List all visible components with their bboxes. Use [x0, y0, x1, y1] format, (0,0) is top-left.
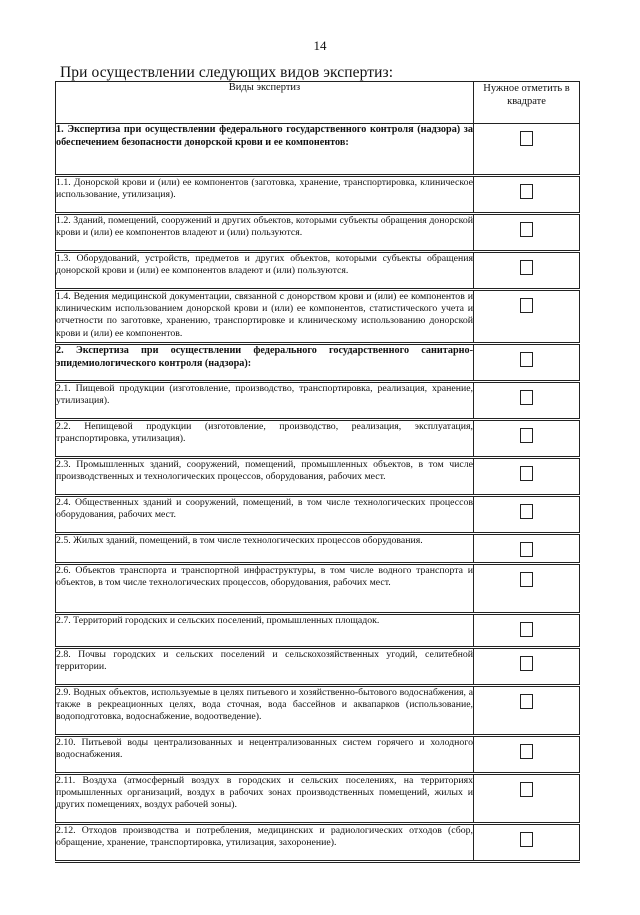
header-mark: Нужное отметить в квадрате [474, 82, 580, 124]
checkbox-cell [474, 648, 580, 686]
intro-heading: При осуществлении следующих видов экспертиз: [60, 64, 394, 81]
checkbox-cell [474, 458, 580, 496]
table-row [56, 534, 580, 564]
table-row [56, 564, 580, 614]
checkbox[interactable] [520, 622, 533, 637]
table-row [56, 214, 580, 252]
expertise-item-text: 2.1. Пищевой продукции (изготовление, производство, транспортировка, реализация, хранение, утилизация). [56, 382, 474, 420]
checkbox-cell [474, 774, 580, 824]
checkbox-cell [474, 686, 580, 736]
checkbox[interactable] [520, 184, 533, 199]
checkbox-cell [474, 614, 580, 648]
expertise-item-text: 2.9. Водных объектов, используемые в целях питьевого и хозяйственно-бытового водоснабжения, а также в рекреационных целях, вода сточная, вода бассейнов и аквапарков (использование, водоподготовка, водоснабжение, водоотведение). [56, 686, 474, 736]
expertise-item-text: 2.10. Питьевой воды централизованных и нецентрализованных систем горячего и холодного водоснабжения. [56, 736, 474, 774]
table-row [56, 344, 580, 382]
expertise-item-text: 2. Экспертиза при осуществлении федерального государственного санитарно-эпидемиологического контроля (надзора): [56, 344, 474, 382]
checkbox[interactable] [520, 390, 533, 405]
checkbox[interactable] [520, 352, 533, 367]
checkbox-cell [474, 496, 580, 534]
expertise-item-text: 1. Экспертиза при осуществлении федерального государственного контроля (надзора) за обеспечением безопасности донорской крови и ее компонентов: [56, 124, 474, 176]
table-row [56, 252, 580, 290]
expertise-item-text: 2.11. Воздуха (атмосферный воздух в городских и сельских поселениях, на территориях промышленных организаций, воздух в рабочих зонах производственных помещений, жилых и других помещениях, воздух рабочей зоны). [56, 774, 474, 824]
table-row [56, 614, 580, 648]
checkbox[interactable] [520, 504, 533, 519]
table-row [56, 458, 580, 496]
expertise-item-text: 1.3. Оборудований, устройств, предметов и других объектов, которыми субъекты обращения донорской крови и (или) ее компонентов владеют и (или) пользуются. [56, 252, 474, 290]
checkbox[interactable] [520, 298, 533, 313]
checkbox-cell [474, 564, 580, 614]
table-row [56, 648, 580, 686]
expertise-item-text: 2.8. Почвы городских и сельских поселений и сельскохозяйственных угодий, селитебной территории. [56, 648, 474, 686]
checkbox-cell [474, 124, 580, 176]
checkbox-cell [474, 214, 580, 252]
checkbox[interactable] [520, 131, 533, 146]
checkbox-cell [474, 736, 580, 774]
checkbox-cell [474, 344, 580, 382]
expertise-item-text: 2.4. Общественных зданий и сооружений, помещений, в том числе технологических процессов оборудования, рабочих мест. [56, 496, 474, 534]
checkbox[interactable] [520, 542, 533, 557]
expertise-item-text: 1.1. Донорской крови и (или) ее компонентов (заготовка, хранение, транспортировка, клиническое использование, утилизация). [56, 176, 474, 214]
table-row [56, 290, 580, 344]
checkbox-cell [474, 824, 580, 862]
expertise-table [55, 81, 580, 863]
checkbox-cell [474, 176, 580, 214]
expertise-item-text: 2.6. Объектов транспорта и транспортной инфраструктуры, в том числе водного транспорта и объектов, в том числе технологических процессов, оборудования, рабочих мест. [56, 564, 474, 614]
table-row [56, 774, 580, 824]
checkbox[interactable] [520, 744, 533, 759]
table-row [56, 824, 580, 862]
checkbox[interactable] [520, 832, 533, 847]
checkbox[interactable] [520, 656, 533, 671]
checkbox[interactable] [520, 694, 533, 709]
table-row [56, 420, 580, 458]
checkbox[interactable] [520, 428, 533, 443]
checkbox[interactable] [520, 466, 533, 481]
expertise-item-text: 2.2. Непищевой продукции (изготовление, производство, реализация, эксплуатация, транспортировка, утилизация). [56, 420, 474, 458]
checkbox[interactable] [520, 782, 533, 797]
expertise-item-text: 1.4. Ведения медицинской документации, связанной с донорством крови и (или) ее компонентов и клиническим использованием донорской крови и (или) ее компонентов, статистического учета и отчетности по заготовке, хранению, транспортировке и клиническому использованию донорской крови и (или) ее компонентов. [56, 290, 474, 344]
checkbox-cell [474, 252, 580, 290]
header-types: Виды экспертиз [56, 82, 474, 124]
expertise-item-text: 2.5. Жилых зданий, помещений, в том числе технологических процессов оборудования. [56, 534, 474, 564]
table-row [56, 124, 580, 176]
expertise-item-text: 1.2. Зданий, помещений, сооружений и других объектов, которыми субъекты обращения донорской крови и (или) ее компонентов владеют и (или) пользуются. [56, 214, 474, 252]
table-row [56, 736, 580, 774]
checkbox[interactable] [520, 260, 533, 275]
checkbox[interactable] [520, 572, 533, 587]
expertise-item-text: 2.12. Отходов производства и потребления, медицинских и радиологических отходов (сбор, обращение, хранение, транспортировка, утилизация, захоронение). [56, 824, 474, 862]
table-row [56, 382, 580, 420]
checkbox-cell [474, 290, 580, 344]
table-row [56, 686, 580, 736]
expertise-item-text: 2.3. Промышленных зданий, сооружений, помещений, промышленных объектов, в том числе производственных и технологических процессов, оборудования, рабочих мест. [56, 458, 474, 496]
checkbox-cell [474, 382, 580, 420]
page-number: 14 [313, 38, 327, 53]
table-row [56, 176, 580, 214]
table-row [56, 496, 580, 534]
expertise-item-text: 2.7. Территорий городских и сельских поселений, промышленных площадок. [56, 614, 474, 648]
checkbox[interactable] [520, 222, 533, 237]
checkbox-cell [474, 420, 580, 458]
checkbox-cell [474, 534, 580, 564]
